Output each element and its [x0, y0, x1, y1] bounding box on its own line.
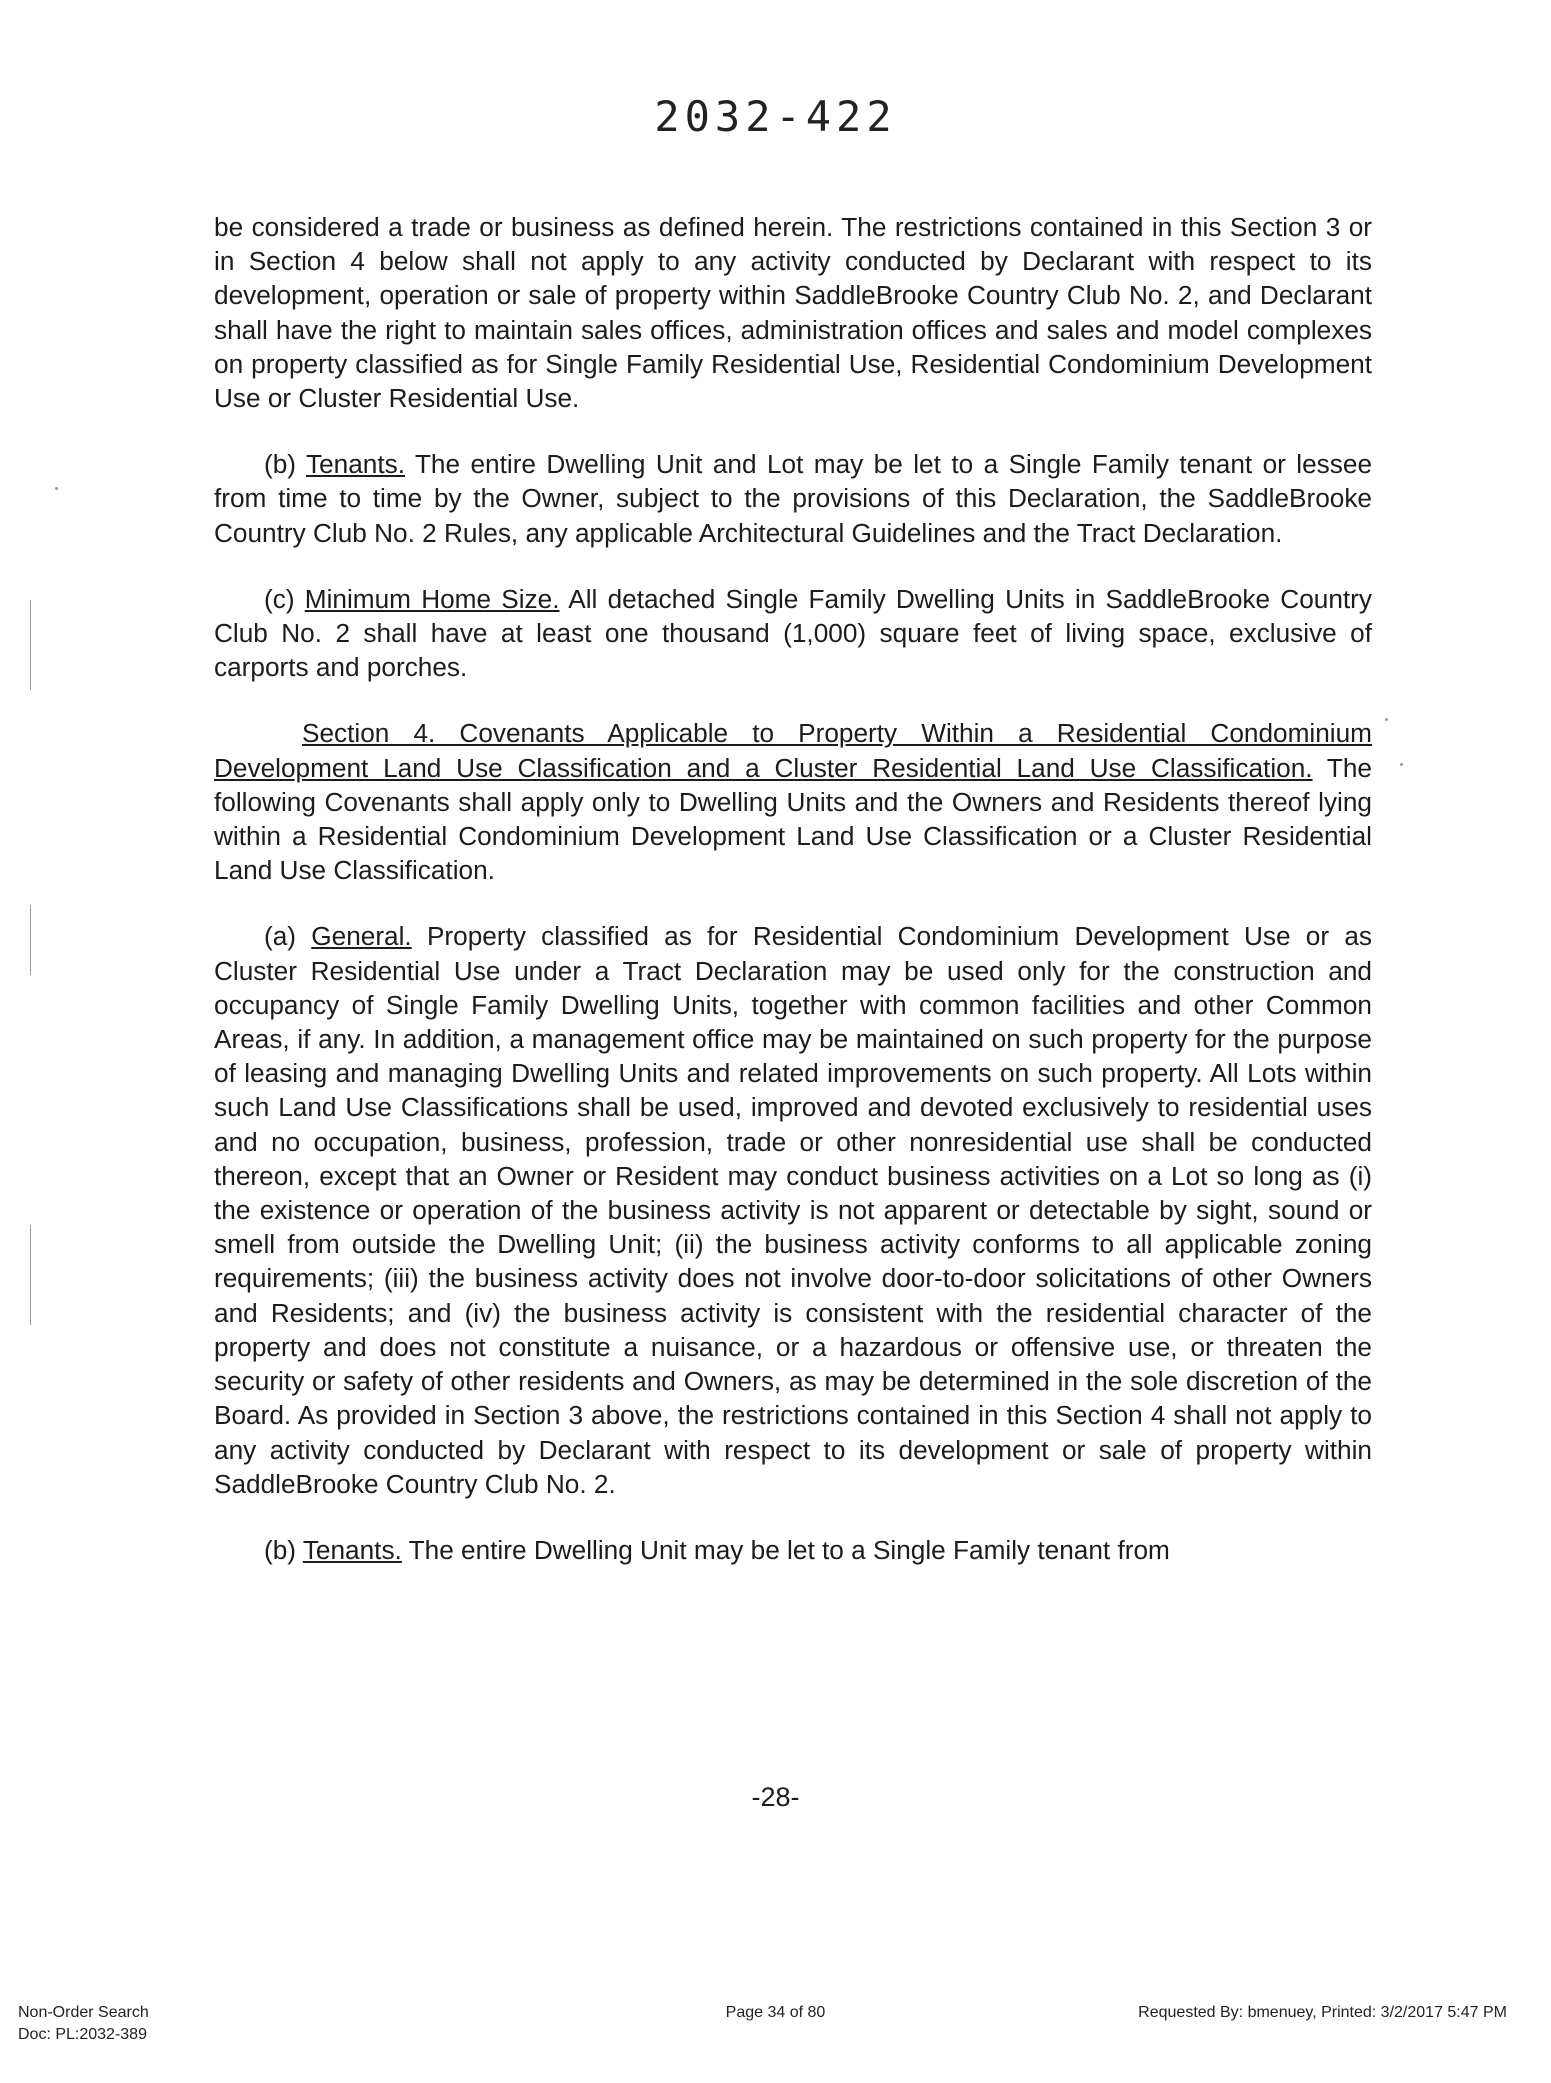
footer-page-info: Page 34 of 80	[725, 2004, 826, 2021]
document-body	[214, 210, 1372, 1567]
paragraph-label: (a)	[264, 921, 297, 952]
paragraph-text: The entire Dwelling Unit and Lot may be let to a Single Family tenant or lessee from time to time by the Owner, subject to the provisions of this Declaration, the SaddleBrooke Country Club No. 2 Rules, any applicable Architectural Guidelines and the Tract Declaration.	[214, 449, 1373, 548]
paragraph-general	[214, 919, 1372, 1500]
paragraph-label: (c)	[264, 583, 295, 614]
scan-artifact	[55, 487, 58, 490]
paragraph-label: (b)	[264, 449, 297, 480]
doc-reference: Doc: PL:2032-389	[18, 2026, 147, 2043]
paragraph-heading: General.	[311, 921, 412, 952]
paragraph-heading: Tenants.	[302, 1534, 402, 1565]
paragraph-heading: Minimum Home Size.	[304, 583, 560, 614]
scan-artifact	[1400, 763, 1403, 766]
paragraph-text: be considered a trade or business as defined herein. The restrictions contained in this Section 3 or in Section 4 below shall not apply to any activity conducted by Declarant with respect to its development, operation or sale of property within SaddleBrooke Country Club No. 2, and Declarant shall have the right to maintain sales offices, administration offices and sales and model complexes on property classified as for Single Family Residential Use, Residential Condominium Development Use or Cluster Residential Use.	[214, 212, 1372, 414]
paragraph-continued	[214, 210, 1372, 415]
paragraph-tenants-unit	[214, 1533, 1372, 1567]
paragraph-text: The following Covenants shall apply only to Dwelling Units and the Owners and Residents thereof lying within a Residential Condominium Development Land Use Classification or a Cluster Residential Land Use Classification.	[214, 752, 1372, 886]
paragraph-label: (b)	[264, 1534, 297, 1565]
paragraph-heading: Tenants.	[305, 449, 405, 480]
paragraph-minimum-home-size	[214, 582, 1372, 685]
paragraph-text: The entire Dwelling Unit may be let to a Single Family tenant from	[401, 1534, 1170, 1565]
footer-requested-by: Requested By: bmenuey, Printed: 3/2/2017 5:47 PM	[1138, 2004, 1507, 2021]
page-number: -28-	[751, 1782, 800, 1812]
recording-number: 2032-422	[654, 92, 897, 141]
scan-artifact	[30, 1225, 31, 1325]
section-heading: Section 4. Covenants Applicable to Property Within a Residential Condominium Development Land Use Classification and a Cluster Residential Land Use Classification.	[214, 718, 1372, 783]
paragraph-text: Property classified as for Residential Condominium Development Use or as Cluster Residential Use under a Tract Declaration may be used only for the construction and occupancy of Single Family Dwelling Units, together with common facilities and other Common Areas, if any. In addition, a management office may be maintained on such property for the purpose of leasing and managing Dwelling Units and related improvements on such property. All Lots within such Land Use Classifications shall be used, improved and devoted exclusively to residential uses and no occupation, business, profession, trade or other nonresidential use shall be conducted thereon, except that an Owner or Resident may conduct business activities on a Lot so long as (i) the existence or operation of the business activity is not apparent or detectable by sight, sound or smell from outside the Dwelling Unit; (ii) the business activity conforms to all applicable zoning requirements; (iii) the business activity does not involve door-to-door solicitations of other Owners and Residents; and (iv) the business activity is consistent with the residential character of the property and does not constitute a nuisance, or a hazardous or offensive use, or threaten the security or safety of other residents and Owners, as may be determined in the sole discretion of the Board. As provided in Section 3 above, the restrictions contained in this Section 4 shall not apply to any activity conducted by Declarant with respect to its development or sale of property within SaddleBrooke Country Club No. 2.	[214, 921, 1372, 1499]
search-type: Non-Order Search	[18, 2004, 149, 2021]
paragraph-tenants-lot	[214, 447, 1372, 550]
scan-artifact	[30, 600, 31, 690]
scan-artifact	[30, 905, 31, 975]
section-4-heading	[214, 716, 1372, 887]
scan-artifact	[1385, 718, 1388, 721]
paragraph-text: All detached Single Family Dwelling Units in SaddleBrooke Country Club No. 2 shall have at least one thousand (1,000) square feet of living space, exclusive of carports and porches.	[214, 583, 1372, 683]
